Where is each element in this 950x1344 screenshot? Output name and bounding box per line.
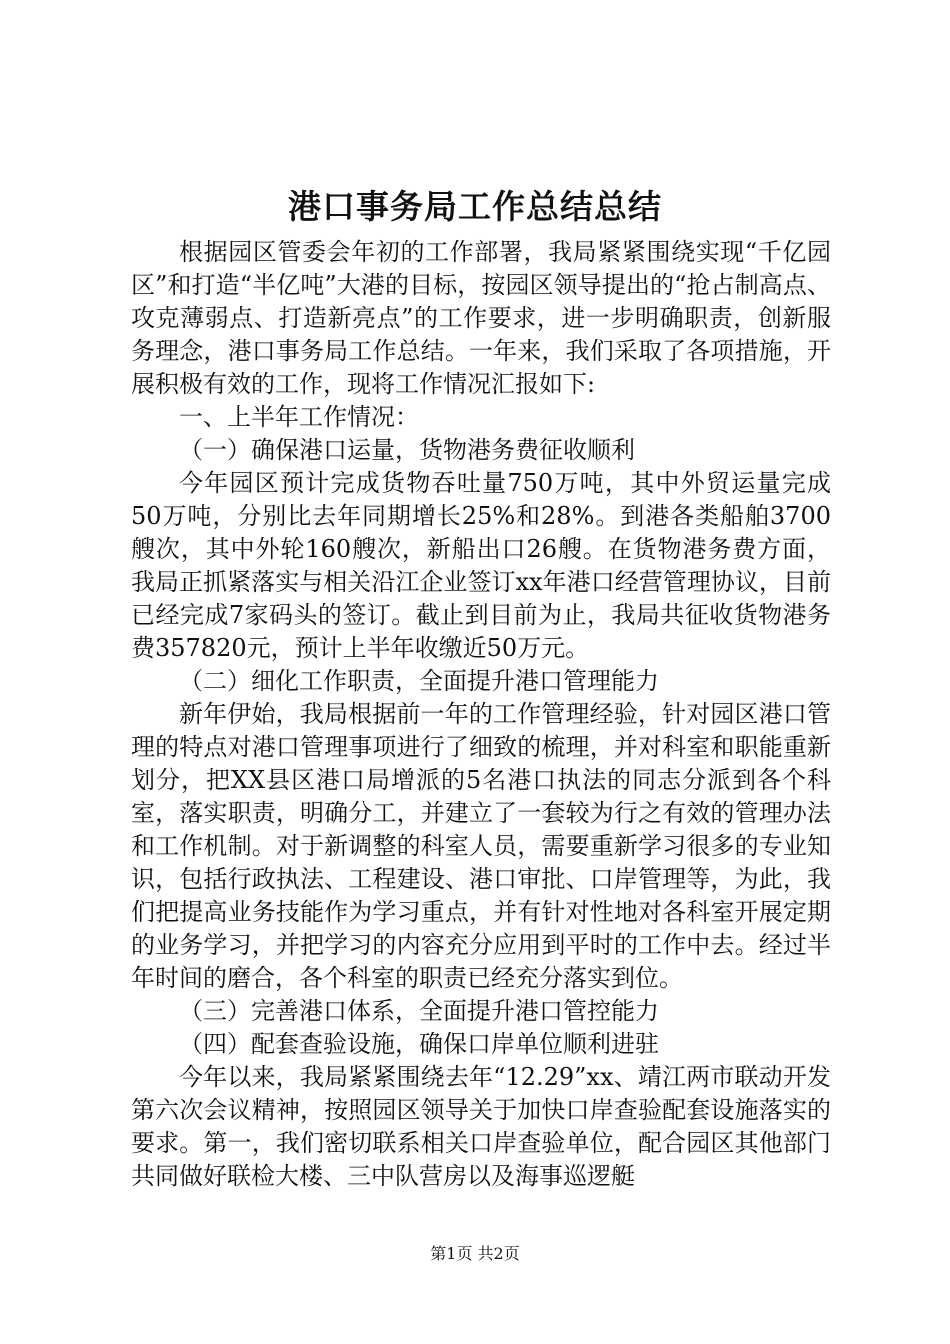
subsection-heading-1: （一）确保港口运量，货物港务费征收顺利: [179, 436, 635, 464]
paragraph-inspection-facilities: 今年以来，我局紧紧围绕去年“12.29”xx、靖江两市联动开发第六次会议精神，按照园区领导关于加快口岸查验配套设施落实的要求。第一，我们密切联系相关口岸查验单位，配合园区其他部门共同做好联检大楼、三中队营房以及海事巡逻艇: [131, 1063, 831, 1190]
paragraph-cargo-volume: 今年园区预计完成货物吞吐量750万吨，其中外贸运量完成50万吨，分别比去年同期增长25%和28%。到港各类船舶3700艘次，其中外轮160艘次，新船出口26艘。在货物港务费方面，我局正抓紧落实与相关沿江企业签订xx年港口经营管理协议，目前已经完成7家码头的签订。截止到目前为止，我局共征收货物港务费357820元，预计上半年收缴近50万元。: [131, 469, 831, 662]
subsection-heading-2: （二）细化工作职责，全面提升港口管理能力: [179, 667, 659, 695]
page-footer: 第1页 共2页: [430, 1244, 520, 1263]
document-body: [131, 236, 831, 1193]
intro-paragraph: 根据园区管委会年初的工作部署，我局紧紧围绕实现“千亿园区”和打造“半亿吨”大港的目标，按园区领导提出的“抢占制高点、攻克薄弱点、打造新亮点”的工作要求，进一步明确职责，创新服务理念，港口事务局工作总结。一年来，我们采取了各项措施，开展积极有效的工作，现将工作情况汇报如下:: [131, 238, 831, 398]
document-title: 港口事务局工作总结总结: [288, 187, 662, 226]
subsection-heading-4: （四）配套查验设施，确保口岸单位顺利进驻: [179, 1030, 659, 1058]
subsection-heading-3: （三）完善港口体系，全面提升港口管控能力: [179, 997, 659, 1025]
section-heading-first-half: 一、上半年工作情况：: [179, 403, 419, 431]
paragraph-responsibilities: 新年伊始，我局根据前一年的工作管理经验，针对园区港口管理的特点对港口管理事项进行了细致的梳理，并对科室和职能重新划分，把XX县区港口局增派的5名港口执法的同志分派到各个科室，落实职责，明确分工，并建立了一套较为行之有效的管理办法和工作机制。对于新调整的科室人员，需要重新学习很多的专业知识，包括行政执法、工程建设、港口审批、口岸管理等，为此，我们把提高业务技能作为学习重点，并有针对性地对各科室开展定期的业务学习，并把学习的内容充分应用到平时的工作中去。经过半年时间的磨合，各个科室的职责已经充分落实到位。: [131, 700, 831, 992]
